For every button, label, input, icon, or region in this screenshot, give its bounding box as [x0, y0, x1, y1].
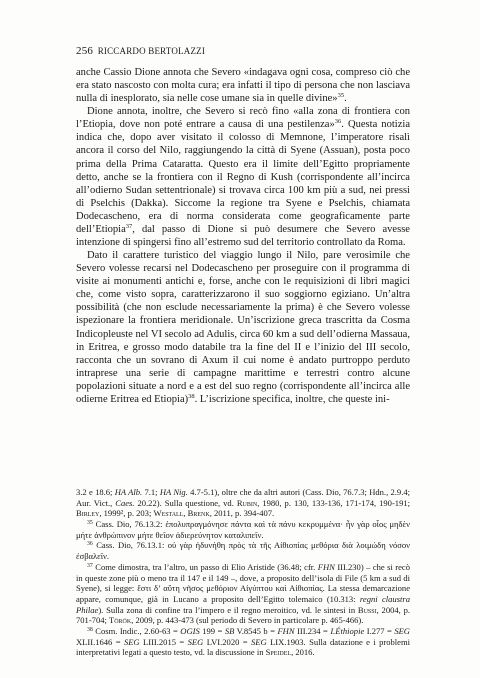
footnote-37 — [76, 562, 410, 626]
text-run: , 2011, p. 394-407. — [209, 508, 275, 519]
text-run: , 2004, p. 701-704; — [76, 604, 410, 626]
italic-text: SEG — [394, 625, 410, 636]
text-run: . Questa notizia indica che, dopo aver visitato il colosso di Memnone, l’imperatore risalì ancora il corso del Nilo, raggiungendo la città di Syene (Assuan), posta poco prima della Prima Cataratta. Questo era il limite dell’Egitto propriamente detto, anche se la frontiera con il Regno di Kush (corrispondente all’incirca all’odierno Sudan settentrionale) si trovava circa 100 km più a sud, nei pressi di Pselchis (Dakka). Siccome la regione tra Syene e Pselchis, chiamata Dodecascheno, era di norma considerata come geograficamente parte dell’Etiopia — [76, 119, 410, 235]
italic-text: HA Alb. — [114, 487, 143, 497]
footnote-number: 35 — [87, 520, 93, 527]
text-run: Dato il carattere turistico del viaggio lungo il Nilo, pare verosimile che Severo volesse recarsi nel Dodecascheno per proseguire con il programma di visite ai monumenti antichi e, forse, anche con le requisizioni di libri magici che, come visto sopra, caratterizzarono il suo soggiorno egiziano. Un’altra possibilità (che non esclude necessariamente la prima) è che Severo volesse ispezionare la frontiera meridionale. Un’iscrizione greca trascritta da Cosma Indicopleuste nel VI secolo ad Adulis, circa 60 km a sud dell’odierna Massaua, in Eritrea, e grosso modo databile tra la fine del II e l’inizio del III secolo, racconta che un sovrano di Axum il cui nome è andato purtroppo perduto intraprese una serie di campagne marittime e terrestri contro alcune popolazioni situate a nord e a est del suo regno (corrispondente all’incirca alle odierne Eritrea ed Etiopia) — [76, 250, 410, 405]
italic-text: regni claustra Philae — [76, 593, 410, 615]
text-run: III.230) – che si recò in queste zone più o meno tra il 147 e il 149 –, dove, a proposito dell’isola di File (5 km a sud di Syene), si legge: ἔστι δ’ αὕτη νῆσος μεθόριον Αἰγύπτου καὶ Αἰθιοπίας. La stessa demarcazione appare, comunque, già in Lucano a proposito dell’Egitto tolemaico (10.313: — [76, 561, 410, 604]
footnote-ref[interactable]: 35 — [337, 92, 345, 100]
footnotes — [76, 487, 410, 658]
footnote-number: 37 — [87, 562, 93, 569]
text-run: Cass. Dio, 76.13.1: οὐ γὰρ ἠδυνήθη πρὸς τὰ τῆς Αἰθιοπίας μεθόρια διὰ λοιμώδη νόσον ἐσβαλεῖν. — [76, 540, 410, 562]
text-run: 3.2 e 18.6; — [76, 487, 115, 497]
footnote-continuation — [76, 487, 410, 519]
text-run: III.234 = — [294, 625, 331, 636]
footnote-36 — [76, 540, 410, 561]
text-run: Rubin — [236, 497, 258, 508]
italic-text: HA Nig. — [159, 487, 188, 497]
footnote-38 — [76, 626, 410, 658]
text-run: anche Cassio Dione annota che Severo «indagava ogni cosa, compreso ciò che era stato nascosto con molta cura; era infatti il tipo di persona che non lasciava nulla di inesplorato, sia nelle cose umane sia in quelle divine» — [76, 67, 410, 105]
text-run: LIX.1903. Sulla datazione e i problemi interpretativi legati a questo testo, vd. la discussione in — [76, 636, 410, 658]
text-run: Birley — [76, 508, 100, 519]
footnote-ref[interactable]: 36 — [334, 118, 342, 126]
text-run: 199 = — [199, 625, 225, 636]
text-run: 4.7-5.1), oltre che da altri autori (Cass. Dio, 76.7.3; Hdn., 2.9.4; Aur. Vict., — [76, 487, 410, 508]
italic-text: SEG — [187, 636, 204, 647]
paragraph — [76, 66, 410, 105]
italic-text: FHN — [277, 625, 295, 636]
text-run: , dal passo di Dione si può desumere che Severo avesse intenzione di spingersi fino all’estremo sud del territorio controllato da Roma. — [76, 223, 410, 249]
text-run: 7.1; — [142, 487, 160, 497]
text-run: Westall, Brenk — [153, 508, 210, 519]
text-run: 20.22). Sulla questione, vd. — [134, 497, 237, 508]
text-run: V.8545 b = — [234, 625, 278, 636]
text-run: Come dimostra, tra l’altro, un passo di Elio Aristide (36.48; cfr. — [92, 561, 318, 572]
text-run: I.277 = — [364, 625, 395, 636]
footnote-ref[interactable]: 38 — [188, 392, 195, 400]
text-run: , 2009, p. 443-473 (sul periodo di Severo in particolare p. 465-466). — [131, 615, 364, 626]
text-run: Török — [109, 615, 132, 626]
text-run: Cass. Dio, 76.13.2: ἐπολυπραγμόνησε πάντα καὶ τὰ πάνυ κεκρυμμένα· ἦν γὰρ οἷος μηδὲν μήτε ἀνθρώπινον μήτε θεῖον ἀδιερεύνητον καταλιπεῖν. — [76, 519, 410, 540]
italic-text: OGIS — [180, 625, 200, 636]
main-text — [76, 66, 410, 406]
text-run: Speidel — [265, 647, 292, 658]
text-run: Cosm. Indic., 2.60-63 = — [92, 625, 181, 636]
footnote-ref[interactable]: 37 — [125, 222, 133, 230]
text-run: XLII.1646 = — [76, 636, 124, 647]
footnote-number: 36 — [87, 541, 93, 548]
text-run: , 1999², p. 203; — [99, 508, 154, 519]
italic-text: SEG — [123, 636, 140, 647]
text-run: , 2016. — [291, 647, 315, 658]
italic-text: Caes. — [115, 497, 135, 508]
paragraph — [76, 105, 410, 249]
italic-text: I.Éthiopie — [330, 625, 365, 636]
text-run: Bussi — [357, 604, 377, 615]
text-run: ). Sulla zona di confine tra l’impero e il regno meroitico, vd. le sintesi in — [98, 604, 358, 615]
text-run: . L’iscrizione specifica, inoltre, che queste ini- — [194, 393, 390, 405]
running-head-author: RICCARDO BERTOLAZZI — [97, 46, 206, 56]
italic-text: SEG — [251, 636, 267, 647]
page-number: 256 — [76, 45, 94, 57]
italic-text: FHN — [317, 561, 335, 572]
italic-text: SB — [224, 625, 235, 636]
text-run: Dione annota, inoltre, che Severo si recò fino «alla zona di frontiera con l’Etiopia, dove non poté entrare a causa di una pestilenza» — [76, 106, 410, 131]
text-run: , 1980, p. 130, 133-136, 171-174, 190-191; — [257, 497, 410, 508]
text-run: . — [344, 93, 347, 105]
footnote-35 — [76, 519, 410, 540]
text-run: LIII.2015 = — [139, 636, 188, 647]
running-header — [76, 45, 205, 57]
paragraph — [76, 249, 410, 406]
footnote-number: 38 — [87, 626, 93, 633]
text-run: LVI.2020 = — [203, 636, 251, 647]
